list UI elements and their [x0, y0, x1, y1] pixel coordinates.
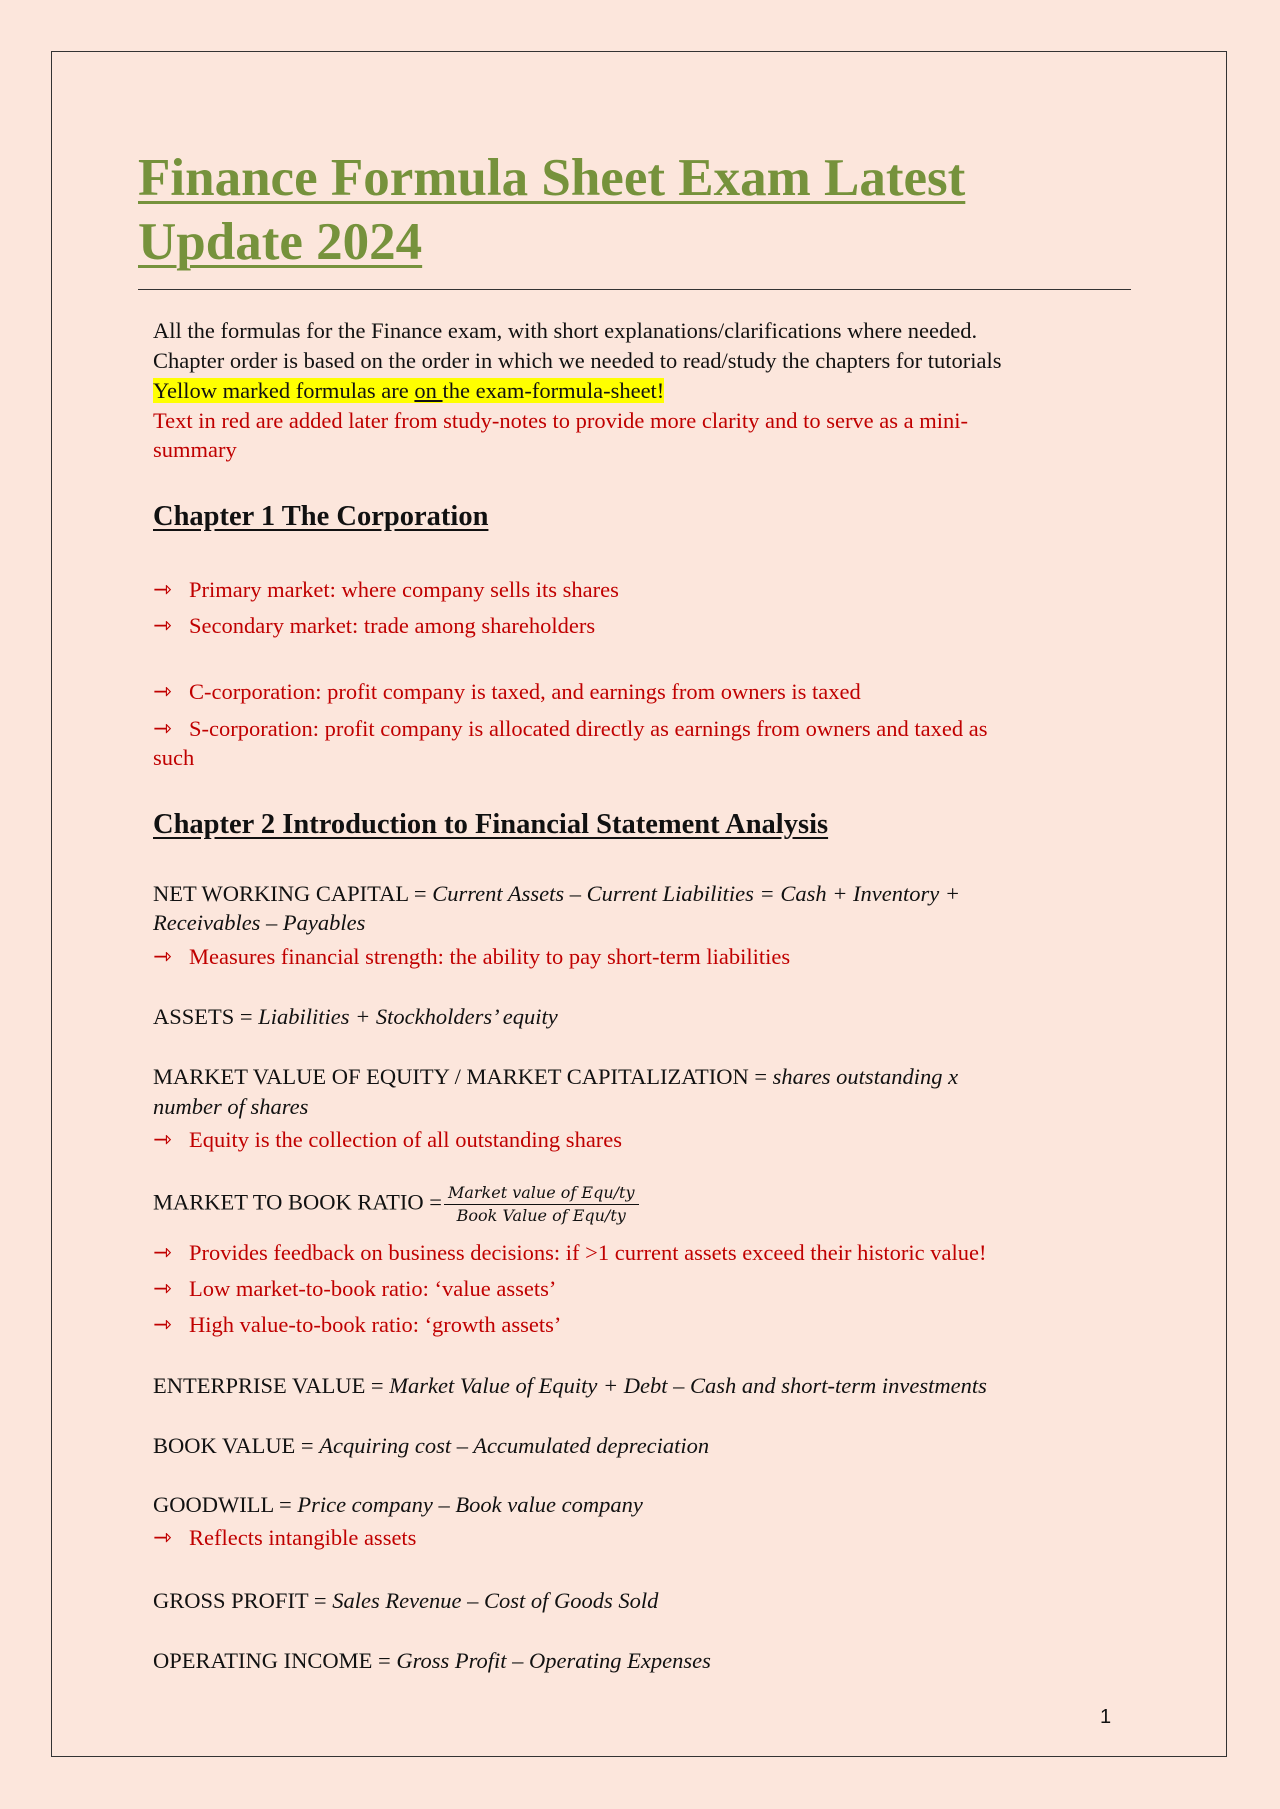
- mtb-note: ⇾ Low market-to-book ratio: ‘value assets’: [153, 1274, 556, 1304]
- nwc-note: ⇾ Measures financial strength: the ability to pay short-term liabilities: [153, 942, 790, 972]
- arrow-icon: ⇾: [153, 1127, 172, 1152]
- arrow-icon: ⇾: [153, 679, 172, 704]
- intro-line-5: summary: [153, 437, 237, 462]
- formula-market-value-equity: MARKET VALUE OF EQUITY / MARKET CAPITALIZATION = shares outstanding x: [153, 1064, 959, 1089]
- document-title: Finance Formula Sheet Exam Latest Update 2024: [138, 149, 966, 271]
- formula-net-working-capital: NET WORKING CAPITAL = Current Assets – Current Liabilities = Cash + Inventory +: [153, 881, 961, 906]
- ch1-note-continued: such: [153, 745, 195, 770]
- fraction: $\frac{\text{Market value of Equ/ty}}{\text{Book Value of Equ/ty}}$: [444, 1182, 639, 1227]
- arrow-icon: ⇾: [153, 1240, 172, 1265]
- arrow-icon: ⇾: [153, 1525, 172, 1550]
- chapter-1-heading: Chapter 1 The Corporation: [153, 501, 489, 532]
- page-number: 1: [1100, 1706, 1112, 1728]
- highlight-b: on: [414, 378, 443, 403]
- formula-book-value: BOOK VALUE = Acquiring cost – Accumulated depreciation: [153, 1433, 710, 1458]
- formula-enterprise-value: ENTERPRISE VALUE = Market Value of Equity + Debt – Cash and short-term investments: [153, 1373, 987, 1398]
- arrow-icon: ⇾: [153, 1312, 172, 1337]
- arrow-icon: ⇾: [153, 613, 172, 638]
- arrow-icon: ⇾: [153, 1276, 172, 1301]
- formula-assets: ASSETS = Liabilities + Stockholders’ equity: [153, 1004, 558, 1029]
- ch1-note: ⇾ Secondary market: trade among shareholders: [153, 611, 595, 641]
- intro-line-3: [153, 376, 664, 406]
- title-divider: [138, 289, 1131, 290]
- formula-gross-profit: GROSS PROFIT = Sales Revenue – Cost of Goods Sold: [153, 1588, 659, 1613]
- intro-line-1: All the formulas for the Finance exam, with short explanations/clarifications where needed.: [153, 318, 978, 343]
- mtb-note: ⇾ Provides feedback on business decisions: if >1 current assets exceed their historic value!: [153, 1238, 986, 1268]
- formula-goodwill: GOODWILL = Price company – Book value company: [153, 1492, 643, 1517]
- arrow-icon: ⇾: [153, 944, 172, 969]
- ch1-note: ⇾ S-corporation: profit company is allocated directly as earnings from owners and taxed as: [153, 714, 988, 744]
- goodwill-note: ⇾ Reflects intangible assets: [153, 1523, 416, 1553]
- formula-market-to-book: MARKET TO BOOK RATIO = $\frac{\text{Market value of Equ/ty}}{\text{Book Value of Equ/ty}}$: [153, 1182, 639, 1227]
- arrow-icon: ⇾: [153, 716, 172, 741]
- formula-market-value-equity-cont: number of shares: [153, 1094, 309, 1119]
- chapter-2-heading: Chapter 2 Introduction to Financial Statement Analysis: [153, 809, 829, 840]
- mve-note: ⇾ Equity is the collection of all outstanding shares: [153, 1125, 622, 1155]
- arrow-icon: ⇾: [153, 577, 172, 602]
- mtb-note: ⇾ High value-to-book ratio: ‘growth assets’: [153, 1310, 561, 1340]
- intro-line-2: Chapter order is based on the order in which we needed to read/study the chapters for tutorials: [153, 348, 1002, 373]
- intro-line-4: Text in red are added later from study-notes to provide more clarity and to serve as a mini-: [153, 408, 969, 433]
- highlight-a: Yellow marked formulas are: [153, 378, 415, 403]
- ch1-note: ⇾ Primary market: where company sells its shares: [153, 575, 619, 605]
- formula-operating-income: OPERATING INCOME = Gross Profit – Operating Expenses: [153, 1648, 711, 1673]
- highlight-c: the exam-formula-sheet!: [442, 378, 665, 403]
- formula-net-working-capital-cont: Receivables – Payables: [153, 910, 366, 935]
- ch1-note: ⇾ C-corporation: profit company is taxed, and earnings from owners is taxed: [153, 677, 861, 707]
